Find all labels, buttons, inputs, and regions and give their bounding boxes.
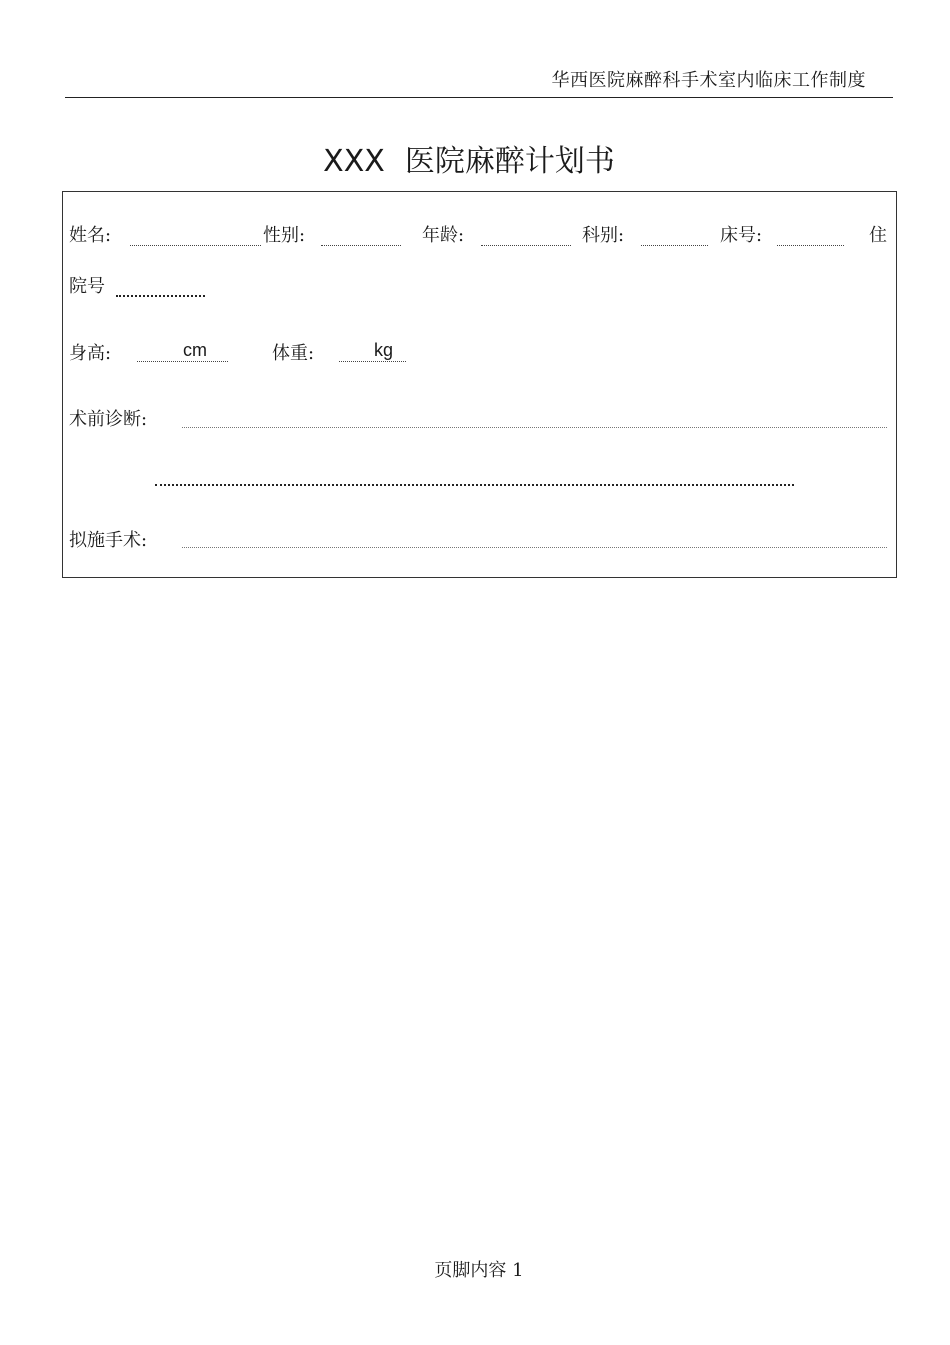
height-unit: cm [183, 340, 207, 360]
name-field[interactable] [130, 245, 261, 246]
age-label: 年龄: [422, 225, 465, 246]
height-field[interactable] [137, 361, 228, 362]
weight-label: 体重: [272, 343, 315, 364]
gender-label: 性别: [263, 225, 306, 246]
diagnosis-label: 术前诊断: [69, 409, 148, 430]
header-divider [65, 97, 893, 98]
admission-label-part2: 院号 [69, 276, 105, 297]
diagnosis-field[interactable] [182, 427, 887, 428]
admission-number-field[interactable] [116, 295, 205, 297]
bed-number-field[interactable] [777, 245, 844, 246]
name-label: 姓名: [69, 225, 112, 246]
document-title [0, 136, 938, 180]
weight-unit: kg [374, 340, 394, 360]
page-footer: 页脚内容 1 [434, 1260, 524, 1281]
bed-number-label: 床号: [720, 225, 763, 246]
header-title: 华西医院麻醉科手术室内临床工作制度 [551, 70, 866, 91]
patient-info-form [62, 191, 897, 578]
height-label: 身高: [69, 343, 112, 364]
surgery-field[interactable] [182, 547, 887, 548]
age-field[interactable] [481, 245, 571, 246]
department-field[interactable] [641, 245, 708, 246]
admission-label-part1: 住 [869, 225, 887, 246]
gender-field[interactable] [321, 245, 401, 246]
surgery-label: 拟施手术: [69, 530, 148, 551]
title-main: 医院麻醉计划书 [404, 144, 615, 179]
weight-field[interactable] [339, 361, 406, 362]
title-prefix: XXX [323, 144, 385, 179]
diagnosis-field-line2[interactable] [155, 484, 794, 486]
department-label: 科别: [582, 225, 625, 246]
